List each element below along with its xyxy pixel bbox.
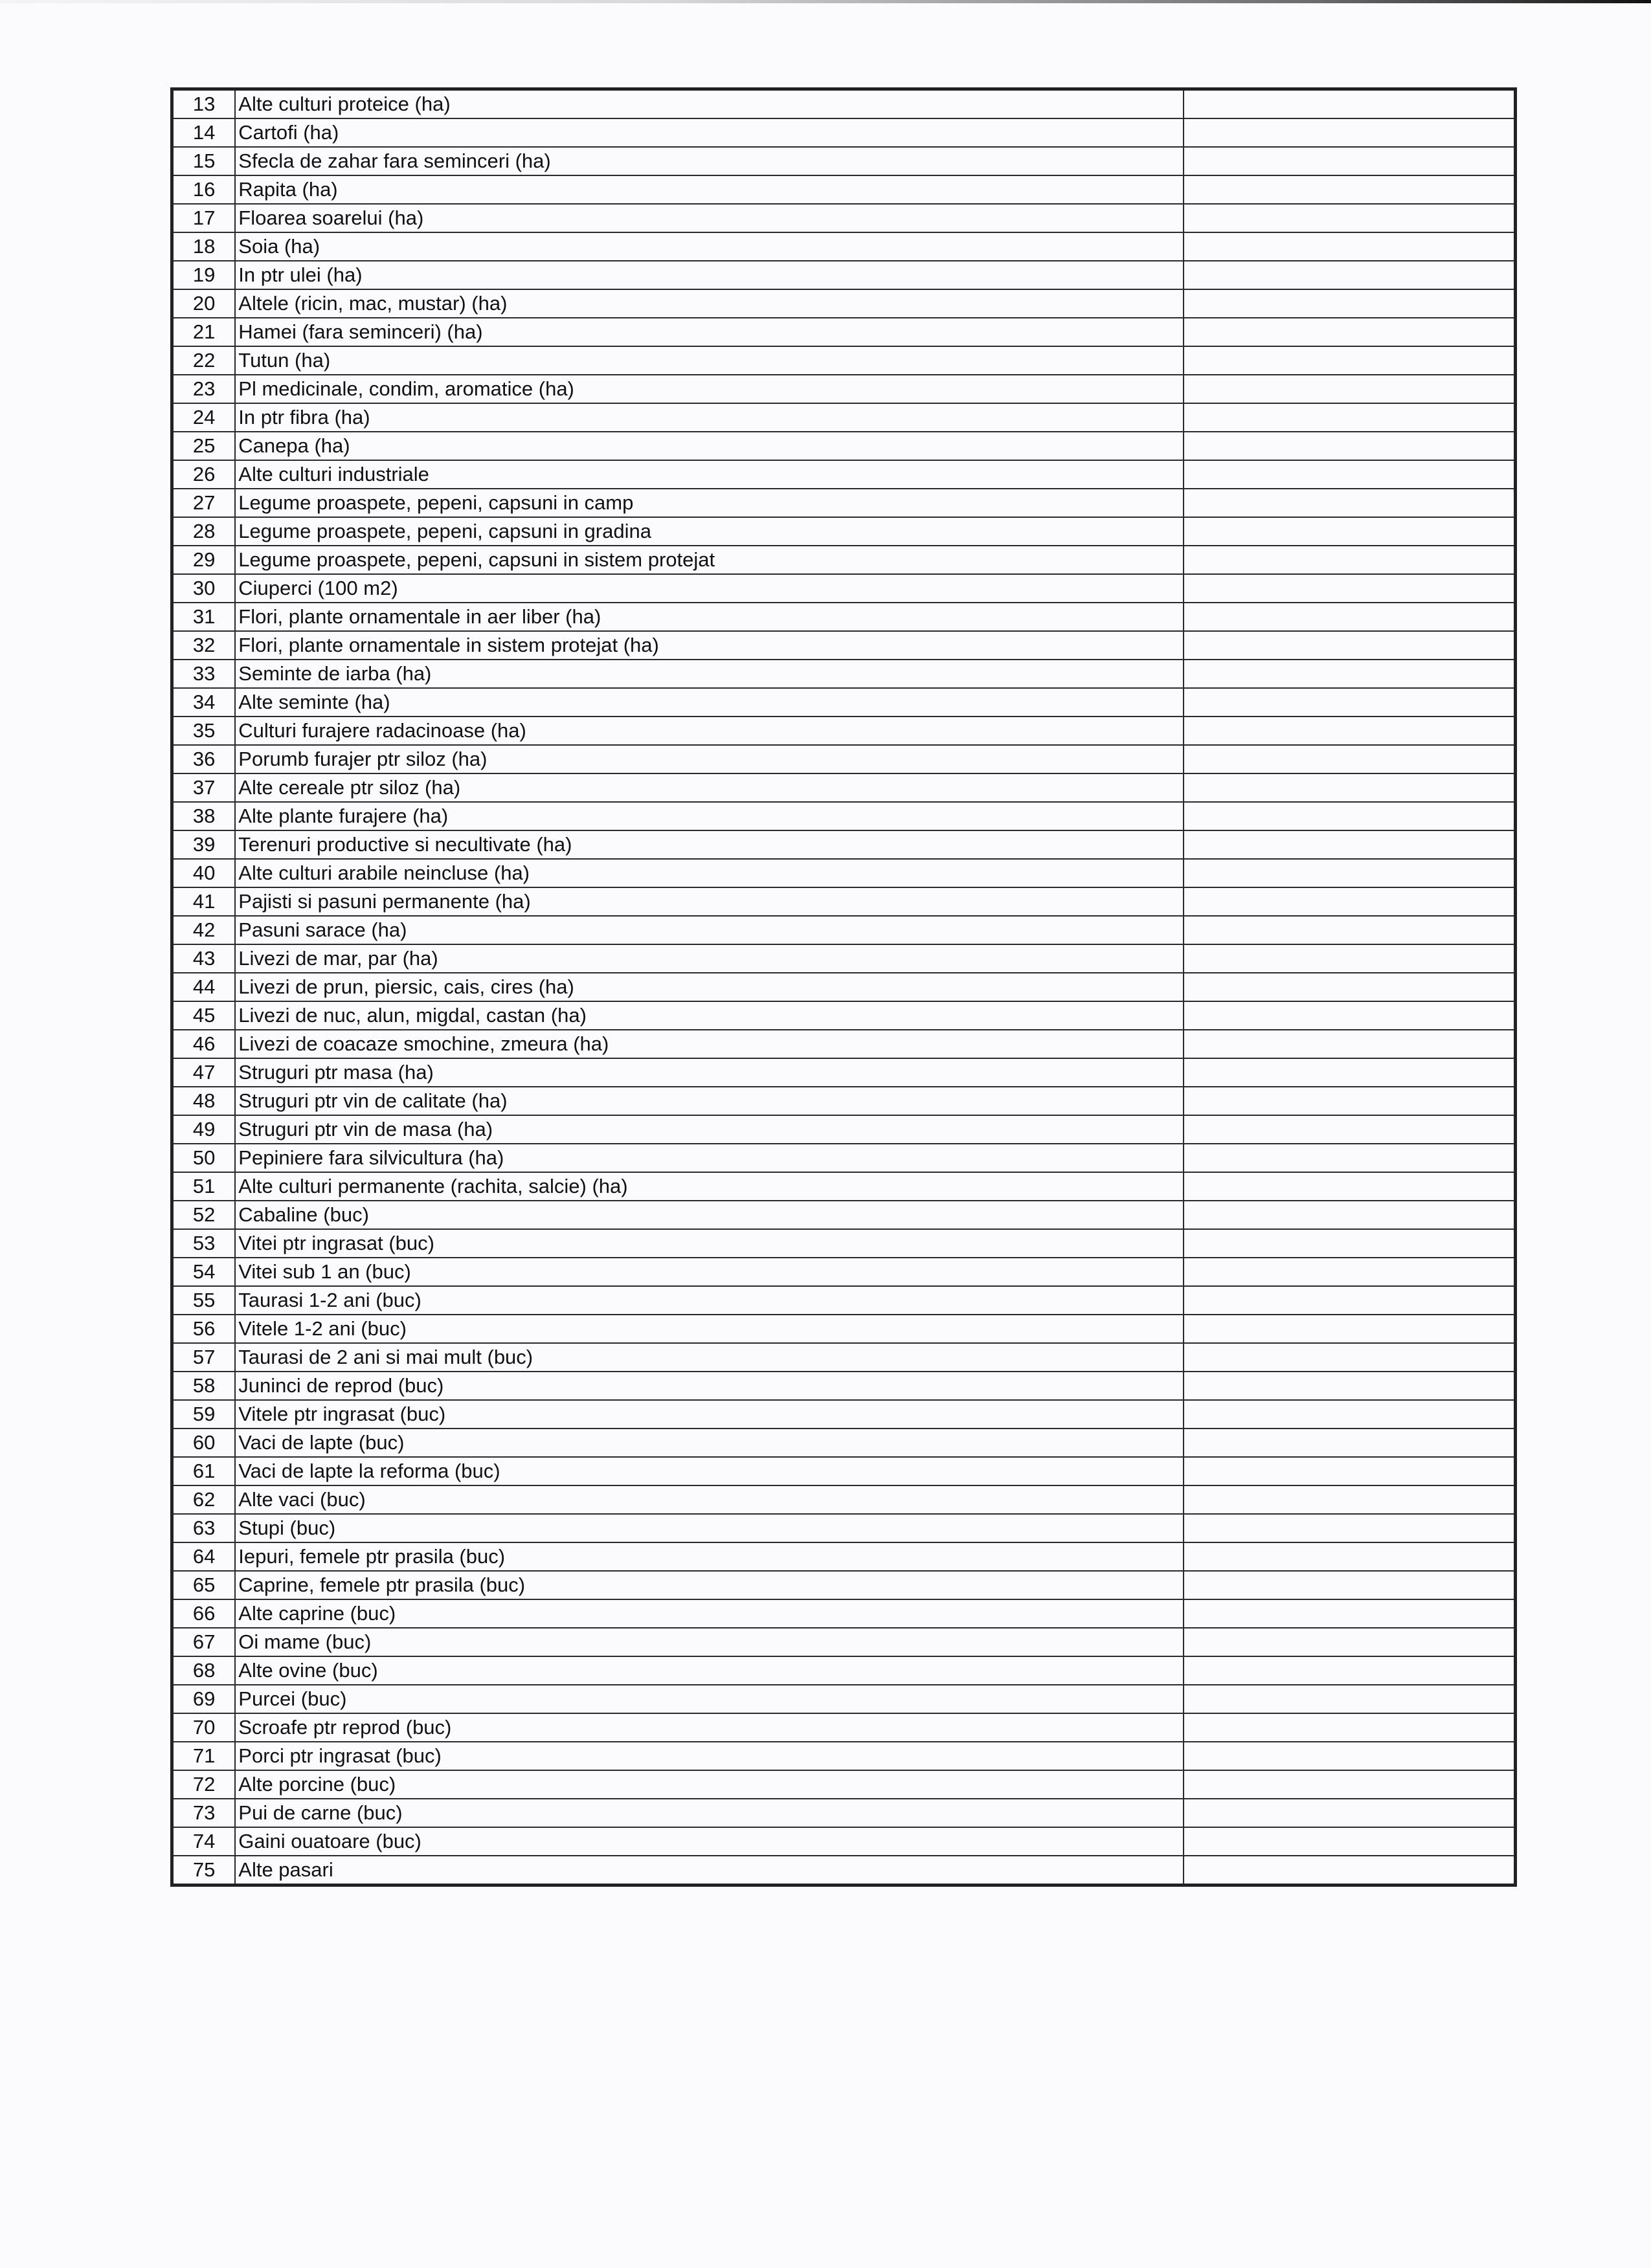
row-value-cell[interactable] — [1184, 1258, 1516, 1286]
row-label: Cabaline (buc) — [235, 1201, 1183, 1229]
row-value-cell[interactable] — [1184, 1172, 1516, 1201]
row-value-cell[interactable] — [1184, 175, 1516, 204]
row-value-cell[interactable] — [1184, 147, 1516, 175]
table-row — [172, 1656, 1516, 1685]
row-value-cell[interactable] — [1184, 830, 1516, 859]
row-value-cell[interactable] — [1184, 1400, 1516, 1429]
row-label: Pl medicinale, condim, aromatice (ha) — [235, 375, 1183, 403]
row-number: 17 — [172, 204, 236, 232]
table-row — [172, 1115, 1516, 1144]
row-label: Alte culturi industriale — [235, 460, 1183, 489]
row-label: Livezi de coacaze smochine, zmeura (ha) — [235, 1030, 1183, 1058]
table-row — [172, 1400, 1516, 1429]
row-value-cell[interactable] — [1184, 1713, 1516, 1742]
row-label: In ptr fibra (ha) — [235, 403, 1183, 432]
row-number: 13 — [172, 89, 236, 119]
row-number: 41 — [172, 887, 236, 916]
table-row — [172, 1058, 1516, 1087]
table-row — [172, 1315, 1516, 1343]
row-label: Pui de carne (buc) — [235, 1799, 1183, 1827]
row-value-cell[interactable] — [1184, 1001, 1516, 1030]
table-row — [172, 603, 1516, 631]
row-number: 51 — [172, 1172, 236, 1201]
table-row — [172, 289, 1516, 318]
row-value-cell[interactable] — [1184, 1656, 1516, 1685]
row-label: Vitele 1-2 ani (buc) — [235, 1315, 1183, 1343]
row-value-cell[interactable] — [1184, 289, 1516, 318]
row-number: 67 — [172, 1628, 236, 1656]
table-row — [172, 1599, 1516, 1628]
row-number: 29 — [172, 546, 236, 574]
row-label: Iepuri, femele ptr prasila (buc) — [235, 1542, 1183, 1571]
row-value-cell[interactable] — [1184, 375, 1516, 403]
row-label: Legume proaspete, pepeni, capsuni in camp — [235, 489, 1183, 517]
table-row — [172, 916, 1516, 944]
table-row — [172, 1286, 1516, 1315]
row-label: Taurasi de 2 ani si mai mult (buc) — [235, 1343, 1183, 1372]
row-value-cell[interactable] — [1184, 232, 1516, 261]
row-number: 69 — [172, 1685, 236, 1713]
row-value-cell[interactable] — [1184, 802, 1516, 830]
row-number: 21 — [172, 318, 236, 346]
table-row — [172, 631, 1516, 660]
table-row — [172, 432, 1516, 460]
row-label: Taurasi 1-2 ani (buc) — [235, 1286, 1183, 1315]
row-value-cell[interactable] — [1184, 261, 1516, 289]
table-row — [172, 859, 1516, 887]
table-row — [172, 489, 1516, 517]
row-number: 33 — [172, 660, 236, 688]
row-number: 59 — [172, 1400, 236, 1429]
row-label: Legume proaspete, pepeni, capsuni in sistem protejat — [235, 546, 1183, 574]
row-label: Porci ptr ingrasat (buc) — [235, 1742, 1183, 1770]
table-row — [172, 1485, 1516, 1514]
row-value-cell[interactable] — [1184, 204, 1516, 232]
table-row — [172, 802, 1516, 830]
table-row — [172, 546, 1516, 574]
row-label: Juninci de reprod (buc) — [235, 1372, 1183, 1400]
row-label: Rapita (ha) — [235, 175, 1183, 204]
row-number: 71 — [172, 1742, 236, 1770]
row-label: Oi mame (buc) — [235, 1628, 1183, 1656]
row-number: 18 — [172, 232, 236, 261]
row-value-cell[interactable] — [1184, 1087, 1516, 1115]
table-row — [172, 1229, 1516, 1258]
row-value-cell[interactable] — [1184, 1144, 1516, 1172]
table-row — [172, 688, 1516, 717]
row-label: Flori, plante ornamentale in aer liber (ha) — [235, 603, 1183, 631]
row-number: 61 — [172, 1457, 236, 1485]
row-value-cell[interactable] — [1184, 118, 1516, 147]
table-row — [172, 944, 1516, 973]
row-number: 44 — [172, 973, 236, 1001]
row-number: 65 — [172, 1571, 236, 1599]
row-label: Alte pasari — [235, 1856, 1183, 1885]
row-label: Gaini ouatoare (buc) — [235, 1827, 1183, 1856]
row-label: Caprine, femele ptr prasila (buc) — [235, 1571, 1183, 1599]
row-number: 58 — [172, 1372, 236, 1400]
table-row — [172, 175, 1516, 204]
table-row — [172, 574, 1516, 603]
row-number: 23 — [172, 375, 236, 403]
table-row — [172, 1827, 1516, 1856]
table-row — [172, 1628, 1516, 1656]
scan-edge — [0, 0, 1651, 3]
table-row — [172, 1258, 1516, 1286]
table-row — [172, 1030, 1516, 1058]
row-value-cell[interactable] — [1184, 631, 1516, 660]
row-label: Struguri ptr masa (ha) — [235, 1058, 1183, 1087]
row-number: 66 — [172, 1599, 236, 1628]
row-value-cell[interactable] — [1184, 89, 1516, 119]
table-row — [172, 517, 1516, 546]
row-value-cell[interactable] — [1184, 574, 1516, 603]
row-label: Altele (ricin, mac, mustar) (ha) — [235, 289, 1183, 318]
row-value-cell[interactable] — [1184, 1799, 1516, 1827]
table-row — [172, 1087, 1516, 1115]
row-number: 47 — [172, 1058, 236, 1087]
crop-livestock-table — [170, 87, 1517, 1887]
row-number: 53 — [172, 1229, 236, 1258]
row-number: 48 — [172, 1087, 236, 1115]
row-value-cell[interactable] — [1184, 546, 1516, 574]
row-label: Tutun (ha) — [235, 346, 1183, 375]
row-label: Alte plante furajere (ha) — [235, 802, 1183, 830]
row-number: 38 — [172, 802, 236, 830]
table-row — [172, 1770, 1516, 1799]
row-number: 75 — [172, 1856, 236, 1885]
row-value-cell[interactable] — [1184, 1229, 1516, 1258]
row-label: Scroafe ptr reprod (buc) — [235, 1713, 1183, 1742]
row-value-cell[interactable] — [1184, 1485, 1516, 1514]
row-label: Alte seminte (ha) — [235, 688, 1183, 717]
row-label: Floarea soarelui (ha) — [235, 204, 1183, 232]
row-value-cell[interactable] — [1184, 489, 1516, 517]
row-value-cell[interactable] — [1184, 1685, 1516, 1713]
row-number: 52 — [172, 1201, 236, 1229]
row-value-cell[interactable] — [1184, 1742, 1516, 1770]
row-number: 55 — [172, 1286, 236, 1315]
row-label: Vitei sub 1 an (buc) — [235, 1258, 1183, 1286]
table-body — [172, 89, 1516, 1885]
table-row — [172, 89, 1516, 119]
row-number: 74 — [172, 1827, 236, 1856]
table-row — [172, 1571, 1516, 1599]
row-value-cell[interactable] — [1184, 603, 1516, 631]
row-number: 34 — [172, 688, 236, 717]
row-value-cell[interactable] — [1184, 403, 1516, 432]
row-label: Struguri ptr vin de masa (ha) — [235, 1115, 1183, 1144]
row-number: 20 — [172, 289, 236, 318]
row-number: 40 — [172, 859, 236, 887]
table-row — [172, 1542, 1516, 1571]
table-row — [172, 1685, 1516, 1713]
table-row — [172, 1457, 1516, 1485]
row-number: 46 — [172, 1030, 236, 1058]
table-row — [172, 1429, 1516, 1457]
table-row — [172, 375, 1516, 403]
table-row — [172, 1742, 1516, 1770]
row-value-cell[interactable] — [1184, 717, 1516, 745]
row-value-cell[interactable] — [1184, 1115, 1516, 1144]
row-number: 60 — [172, 1429, 236, 1457]
row-number: 16 — [172, 175, 236, 204]
table-row — [172, 147, 1516, 175]
row-label: Alte caprine (buc) — [235, 1599, 1183, 1628]
row-value-cell[interactable] — [1184, 916, 1516, 944]
row-value-cell[interactable] — [1184, 773, 1516, 802]
table-row — [172, 261, 1516, 289]
table-row — [172, 1201, 1516, 1229]
row-number: 19 — [172, 261, 236, 289]
table-row — [172, 460, 1516, 489]
row-number: 45 — [172, 1001, 236, 1030]
row-number: 64 — [172, 1542, 236, 1571]
row-value-cell[interactable] — [1184, 660, 1516, 688]
row-value-cell[interactable] — [1184, 318, 1516, 346]
row-value-cell[interactable] — [1184, 1770, 1516, 1799]
row-label: Flori, plante ornamentale in sistem protejat (ha) — [235, 631, 1183, 660]
row-number: 14 — [172, 118, 236, 147]
row-number: 15 — [172, 147, 236, 175]
row-label: Purcei (buc) — [235, 1685, 1183, 1713]
table-row — [172, 318, 1516, 346]
table-row — [172, 1514, 1516, 1542]
row-number: 30 — [172, 574, 236, 603]
row-number: 25 — [172, 432, 236, 460]
table-row — [172, 973, 1516, 1001]
row-value-cell[interactable] — [1184, 944, 1516, 973]
row-value-cell[interactable] — [1184, 1030, 1516, 1058]
row-label: Alte vaci (buc) — [235, 1485, 1183, 1514]
row-value-cell[interactable] — [1184, 1542, 1516, 1571]
row-label: Vitele ptr ingrasat (buc) — [235, 1400, 1183, 1429]
row-number: 28 — [172, 517, 236, 546]
row-number: 27 — [172, 489, 236, 517]
row-value-cell[interactable] — [1184, 432, 1516, 460]
table-row — [172, 346, 1516, 375]
row-label: Hamei (fara seminceri) (ha) — [235, 318, 1183, 346]
row-label: Vaci de lapte (buc) — [235, 1429, 1183, 1457]
row-number: 49 — [172, 1115, 236, 1144]
row-number: 37 — [172, 773, 236, 802]
row-value-cell[interactable] — [1184, 1058, 1516, 1087]
row-label: Alte porcine (buc) — [235, 1770, 1183, 1799]
row-number: 56 — [172, 1315, 236, 1343]
row-number: 26 — [172, 460, 236, 489]
row-number: 62 — [172, 1485, 236, 1514]
row-label: Livezi de prun, piersic, cais, cires (ha) — [235, 973, 1183, 1001]
row-value-cell[interactable] — [1184, 346, 1516, 375]
row-value-cell[interactable] — [1184, 1343, 1516, 1372]
table-row — [172, 717, 1516, 745]
row-number: 36 — [172, 745, 236, 773]
row-label: Stupi (buc) — [235, 1514, 1183, 1542]
table-row — [172, 745, 1516, 773]
row-label: Pepiniere fara silvicultura (ha) — [235, 1144, 1183, 1172]
row-label: Sfecla de zahar fara seminceri (ha) — [235, 147, 1183, 175]
row-number: 31 — [172, 603, 236, 631]
row-value-cell[interactable] — [1184, 1286, 1516, 1315]
row-label: Livezi de nuc, alun, migdal, castan (ha) — [235, 1001, 1183, 1030]
row-number: 68 — [172, 1656, 236, 1685]
table-row — [172, 773, 1516, 802]
row-number: 22 — [172, 346, 236, 375]
row-number: 24 — [172, 403, 236, 432]
table-row — [172, 204, 1516, 232]
row-label: Alte culturi permanente (rachita, salcie) (ha) — [235, 1172, 1183, 1201]
row-value-cell[interactable] — [1184, 1429, 1516, 1457]
row-number: 43 — [172, 944, 236, 973]
row-value-cell[interactable] — [1184, 1827, 1516, 1856]
row-value-cell[interactable] — [1184, 1372, 1516, 1400]
row-value-cell[interactable] — [1184, 688, 1516, 717]
row-label: Alte culturi arabile neincluse (ha) — [235, 859, 1183, 887]
row-label: Legume proaspete, pepeni, capsuni in gradina — [235, 517, 1183, 546]
table-row — [172, 232, 1516, 261]
row-label: Livezi de mar, par (ha) — [235, 944, 1183, 973]
table-row — [172, 1856, 1516, 1885]
row-number: 50 — [172, 1144, 236, 1172]
row-label: Pajisti si pasuni permanente (ha) — [235, 887, 1183, 916]
row-value-cell[interactable] — [1184, 1201, 1516, 1229]
row-label: Seminte de iarba (ha) — [235, 660, 1183, 688]
row-value-cell[interactable] — [1184, 859, 1516, 887]
table-row — [172, 1713, 1516, 1742]
row-label: Alte ovine (buc) — [235, 1656, 1183, 1685]
row-label: Soia (ha) — [235, 232, 1183, 261]
table-row — [172, 1372, 1516, 1400]
table-row — [172, 660, 1516, 688]
table-row — [172, 118, 1516, 147]
row-value-cell[interactable] — [1184, 1856, 1516, 1885]
row-value-cell[interactable] — [1184, 460, 1516, 489]
row-label: Struguri ptr vin de calitate (ha) — [235, 1087, 1183, 1115]
row-value-cell[interactable] — [1184, 973, 1516, 1001]
row-label: Terenuri productive si necultivate (ha) — [235, 830, 1183, 859]
row-number: 39 — [172, 830, 236, 859]
row-value-cell[interactable] — [1184, 1599, 1516, 1628]
row-number: 32 — [172, 631, 236, 660]
row-number: 72 — [172, 1770, 236, 1799]
table-row — [172, 1144, 1516, 1172]
row-value-cell[interactable] — [1184, 517, 1516, 546]
row-label: Canepa (ha) — [235, 432, 1183, 460]
table-row — [172, 1001, 1516, 1030]
row-label: Cartofi (ha) — [235, 118, 1183, 147]
row-number: 70 — [172, 1713, 236, 1742]
row-label: Alte cereale ptr siloz (ha) — [235, 773, 1183, 802]
row-label: In ptr ulei (ha) — [235, 261, 1183, 289]
row-number: 35 — [172, 717, 236, 745]
row-number: 57 — [172, 1343, 236, 1372]
row-label: Culturi furajere radacinoase (ha) — [235, 717, 1183, 745]
table-row — [172, 887, 1516, 916]
table-row — [172, 1172, 1516, 1201]
row-number: 73 — [172, 1799, 236, 1827]
row-label: Vaci de lapte la reforma (buc) — [235, 1457, 1183, 1485]
table-row — [172, 1343, 1516, 1372]
row-label: Alte culturi proteice (ha) — [235, 89, 1183, 119]
table-row — [172, 830, 1516, 859]
row-value-cell[interactable] — [1184, 1628, 1516, 1656]
row-label: Porumb furajer ptr siloz (ha) — [235, 745, 1183, 773]
table-row — [172, 403, 1516, 432]
row-label: Pasuni sarace (ha) — [235, 916, 1183, 944]
row-value-cell[interactable] — [1184, 1315, 1516, 1343]
table-row — [172, 1799, 1516, 1827]
row-number: 54 — [172, 1258, 236, 1286]
row-value-cell[interactable] — [1184, 745, 1516, 773]
row-value-cell[interactable] — [1184, 887, 1516, 916]
row-label: Ciuperci (100 m2) — [235, 574, 1183, 603]
row-label: Vitei ptr ingrasat (buc) — [235, 1229, 1183, 1258]
row-value-cell[interactable] — [1184, 1457, 1516, 1485]
row-value-cell[interactable] — [1184, 1514, 1516, 1542]
row-number: 63 — [172, 1514, 236, 1542]
row-number: 42 — [172, 916, 236, 944]
row-value-cell[interactable] — [1184, 1571, 1516, 1599]
